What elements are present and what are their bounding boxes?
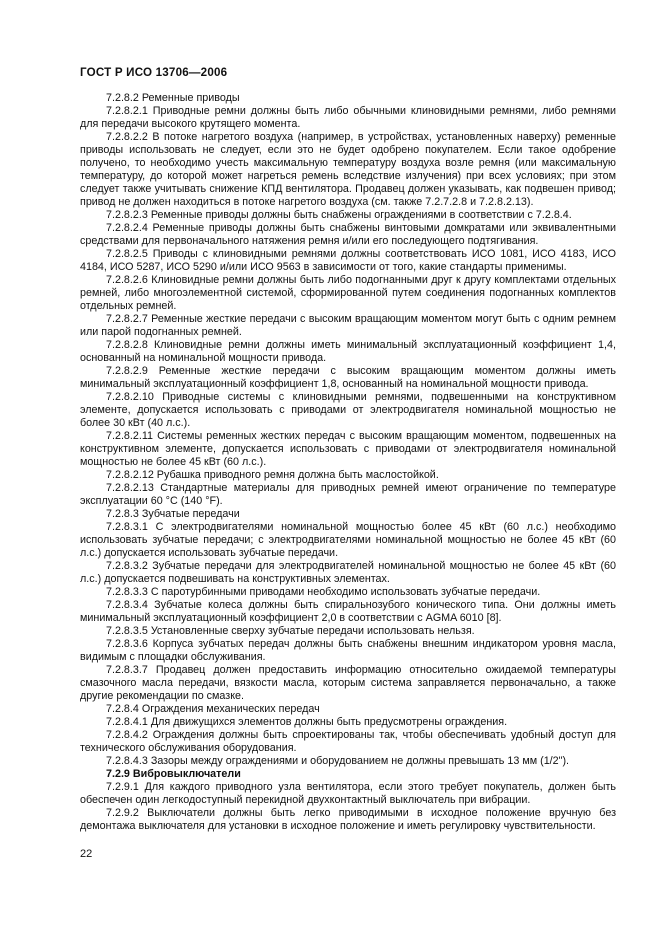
paragraph: 7.2.8.2.1 Приводные ремни должны быть либо обычными клиновидными ремнями, либо ремнями для передачи высокого крутящего момента. — [80, 105, 616, 130]
paragraph: 7.2.8.2.7 Ременные жесткие передачи с высоким вращающим моментом могут быть с одним ремнем или парой подогнанных ремней. — [80, 313, 616, 338]
paragraph: 7.2.8.2.4 Ременные приводы должны быть снабжены винтовыми домкратами или эквивалентными средствами для первоначального натяжения ремня и/или его последующего подтягивания. — [80, 222, 616, 247]
paragraph: 7.2.8.3.2 Зубчатые передачи для электродвигателей номинальной мощностью не более 45 кВт (60 л.с.) допускается подвешивать на конструктивных элементах. — [80, 560, 616, 585]
paragraph: 7.2.8.2.5 Приводы с клиновидными ремнями должны соответствовать ИСО 1081, ИСО 4183, ИСО 4184, ИСО 5287, ИСО 5290 и/или ИСО 9563 в зависимости от того, какие стандарты применимы. — [80, 248, 616, 273]
document-header: ГОСТ Р ИСО 13706—2006 — [80, 66, 228, 79]
paragraph: 7.2.8.3.7 Продавец должен предоставить информацию относительно ожидаемой температуры смазочного масла передачи, вязкости масла, которым система заправляется первоначально, а также другие рекомендации по смазке. — [80, 664, 616, 702]
paragraph: 7.2.8.3.1 С электродвигателями номинальной мощностью более 45 кВт (60 л.с.) необходимо использовать зубчатые передачи; с электродвигателями номинальной мощностью не более 45 кВт (60 л.с.) допускается использовать зубчатые передачи. — [80, 521, 616, 559]
paragraph: 7.2.8.2.2 В потоке нагретого воздуха (например, в устройствах, установленных наверху) ременные приводы использовать не следует, если это не будет одобрено покупателем. Если такое одобрение получено, то необходимо учесть максимальную температуру воздуха возле ремня (или максимальную температуру, до которой может нагреться ремень вследствие излучения) при всех условиях; при этом следует также учитывать снижение КПД вентилятора. Продавец должен указывать, как подвешен привод; привод не должен находиться в потоке нагретого воздуха (см. также 7.2.7.2.8 и 7.2.8.2.13). — [80, 131, 616, 208]
paragraph: 7.2.8.2.12 Рубашка приводного ремня должна быть маслостойкой. — [106, 469, 439, 481]
paragraph: 7.2.8.3.4 Зубчатые колеса должны быть спиральнозубого конического типа. Они должны иметь минимальный эксплуатационный коэффициент 2,0 в соответствии с AGMA 6010 [8]. — [80, 599, 616, 624]
page-number: 22 — [80, 848, 93, 860]
paragraph: 7.2.8.3.6 Корпуса зубчатых передач должны быть снабжены внешним индикатором уровня масла, видимым с площадки обслуживания. — [80, 638, 616, 663]
paragraph: 7.2.8.4.3 Зазоры между ограждениями и оборудованием не должны превышать 13 мм (1/2"). — [106, 755, 570, 767]
paragraph: 7.2.8.3 Зубчатые передачи — [106, 508, 240, 520]
paragraph: 7.2.8.4.1 Для движущихся элементов должны быть предусмотрены ограждения. — [106, 716, 508, 728]
paragraph: 7.2.8.4 Ограждения механических передач — [106, 703, 320, 715]
paragraph: 7.2.9.1 Для каждого приводного узла вентилятора, если этого требует покупатель, должен быть обеспечен один легкодоступный перекидной двухконтактный выключатель при вибрации. — [80, 781, 616, 806]
paragraph: 7.2.8.2.11 Системы ременных жестких передач с высоким вращающим моментом, подвешенных на конструктивном элементе, допускается использовать с приводами от электродвигателя номинальной мощностью не более 45 кВт (60 л.с.). — [80, 430, 616, 468]
paragraph: 7.2.9.2 Выключатели должны быть легко приводимыми в исходное положение вручную без демонтажа выключателя для установки в исходное положение и иметь регулировку чувствительности. — [80, 807, 616, 832]
paragraph: 7.2.8.2.6 Клиновидные ремни должны быть либо подогнанными друг к другу комплектами отдельных ремней, либо многоэлементной системой, сформированной путем соединения подогнанных комплектов отдельных ремней. — [80, 274, 616, 312]
paragraph: 7.2.8.3.5 Установленные сверху зубчатые передачи использовать нельзя. — [106, 625, 475, 637]
paragraph: 7.2.8.4.2 Ограждения должны быть спроектированы так, чтобы обеспечивать удобный доступ для технического обслуживания оборудования. — [80, 729, 616, 754]
paragraph: 7.2.8.3.3 С паротурбинными приводами необходимо использовать зубчатые передачи. — [106, 586, 541, 598]
paragraph: 7.2.8.2.3 Ременные приводы должны быть снабжены ограждениями в соответствии с 7.2.8.4. — [106, 209, 572, 221]
paragraph: 7.2.8.2.10 Приводные системы с клиновидными ремнями, подвешенными на конструктивном элементе, допускается использовать с приводами от электродвигателя номинальной мощностью не более 30 кВт (40 л.с.). — [80, 391, 616, 429]
paragraph: 7.2.8.2 Ременные приводы — [106, 92, 240, 104]
paragraph: 7.2.8.2.9 Ременные жесткие передачи с высоким вращающим моментом должны иметь минимальный эксплуатационный коэффициент 1,8, основанный на номинальной мощности привода. — [80, 365, 616, 390]
document-body — [80, 92, 616, 833]
paragraph: 7.2.8.2.8 Клиновидные ремни должны иметь минимальный эксплуатационный коэффициент 1,4, основанный на номинальной мощности привода. — [80, 339, 616, 364]
paragraph: 7.2.8.2.13 Стандартные материалы для приводных ремней имеют ограничение по температуре эксплуатации 60 °С (140 °F). — [80, 482, 616, 507]
section-heading: 7.2.9 Вибровыключатели — [106, 768, 241, 780]
